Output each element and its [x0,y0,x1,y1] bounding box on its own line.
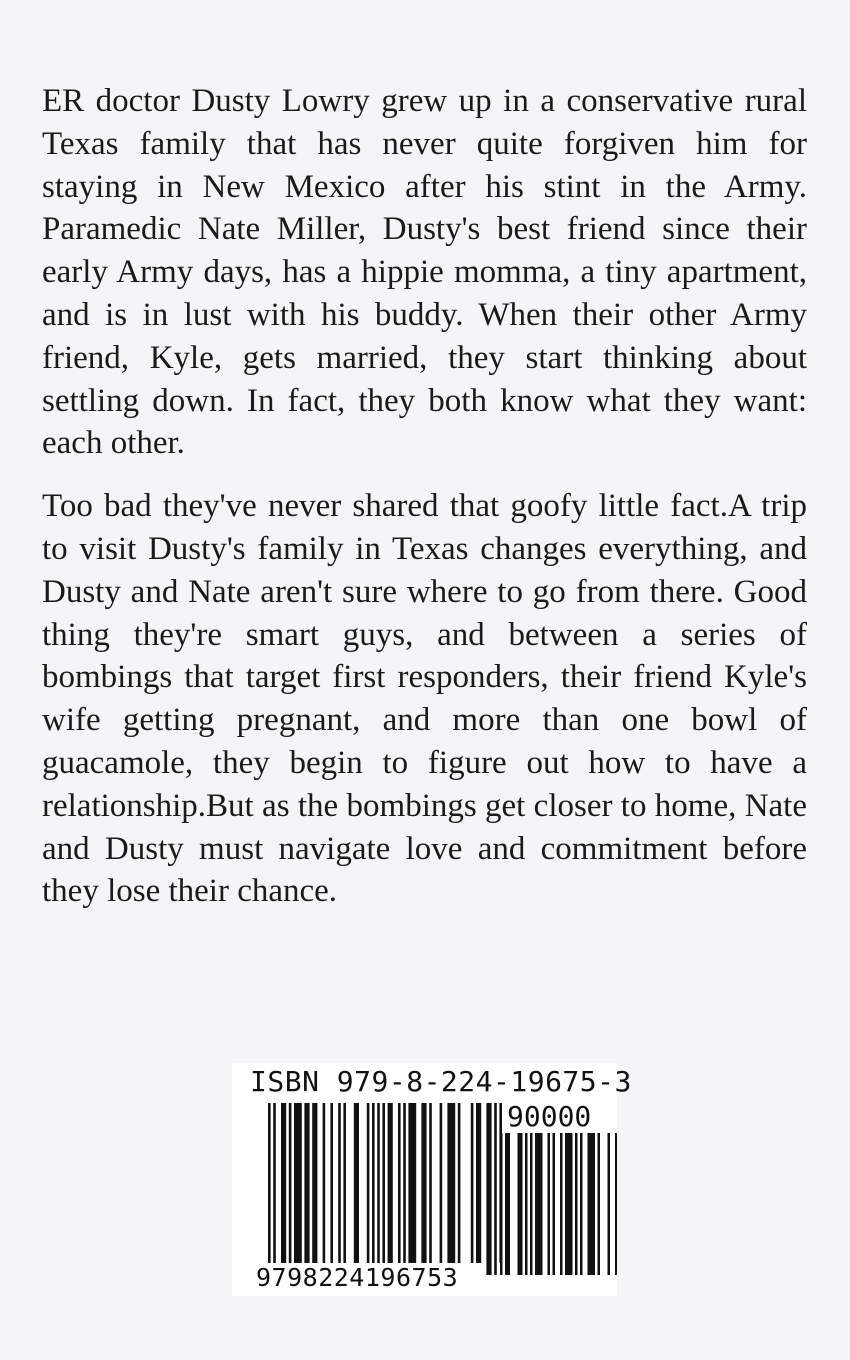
barcode-bar [304,1103,309,1263]
isbn-label: ISBN 979-8-224-19675-3 [250,1065,632,1098]
barcode-bar [535,1133,543,1275]
barcode-bar [476,1103,481,1263]
barcode-bar [615,1133,617,1275]
barcode-bar [289,1103,292,1263]
barcode-bar [458,1103,461,1263]
barcode-bar [281,1103,286,1263]
barcode-bar [338,1103,341,1263]
barcode-bar [565,1133,573,1275]
back-cover-blurb [42,80,807,933]
barcode-digits: 9798224196753 [256,1263,459,1292]
barcode-bar [486,1103,491,1275]
blurb-paragraph-2: Too bad they've never shared that goofy little fact.A trip to visit Dusty's family in Texas changes everything, and Dusty and Nate aren't sure where to go from there. Good thing they're smart guys, and between a series of bombings that target first responders, their friend Kyle's wife getting pregnant, and more than one bowl of guacamole, they begin to figure out how to have a relationship.But as the bombings get closer to home, Nate and Dusty must navigate love and commitment before they lose their chance. [42,488,807,910]
blurb-paragraph-1: ER doctor Dusty Lowry grew up in a conservative rural Texas family that has never quite forgiven him for staying in New Mexico after his stint in the Army. Paramedic Nate Miller, Dusty's best friend since their early Army days, has a hippie momma, a tiny apartment, and is in lust with his buddy. When their other Army friend, Kyle, gets married, they start thinking about settling down. In fact, they both know what they want: each other. [42,83,807,462]
barcode-bar [518,1133,523,1275]
barcode-bar [505,1133,510,1275]
barcode-bar [398,1103,401,1263]
barcode-bar [403,1103,406,1263]
barcode-bar [268,1103,271,1275]
barcode-bar [530,1133,533,1275]
barcode-bar [580,1133,583,1275]
barcode-bar [372,1103,375,1263]
barcode-bar [312,1103,317,1263]
barcode-bar [500,1133,503,1275]
barcode-bar [575,1133,578,1275]
barcode-bar [447,1103,455,1263]
barcode-bar [377,1103,380,1263]
barcode-bar [388,1103,393,1263]
barcode-bar [323,1103,326,1263]
barcode-bar [382,1103,385,1263]
barcode-bar [354,1103,359,1263]
barcode-bar [421,1103,426,1263]
barcode-bar [343,1103,346,1263]
barcode-bar [440,1103,443,1263]
price-code: 90000 [507,1100,592,1133]
barcode-bar [553,1133,556,1275]
barcode-bar [273,1103,276,1275]
barcode-bar [367,1103,370,1263]
barcode-bar [330,1103,333,1263]
barcode-bar [548,1133,551,1275]
barcode-bar [294,1103,302,1263]
barcode-bar [588,1133,596,1275]
barcode-bar [560,1133,563,1275]
barcode-bar [494,1103,497,1275]
barcode-bar [429,1103,432,1263]
barcode-bar [471,1103,474,1263]
barcode-bar [408,1103,416,1263]
barcode-bar [525,1133,528,1275]
isbn-barcode [232,1063,632,1296]
barcode-bar [608,1133,611,1275]
barcode-bar [598,1133,601,1275]
